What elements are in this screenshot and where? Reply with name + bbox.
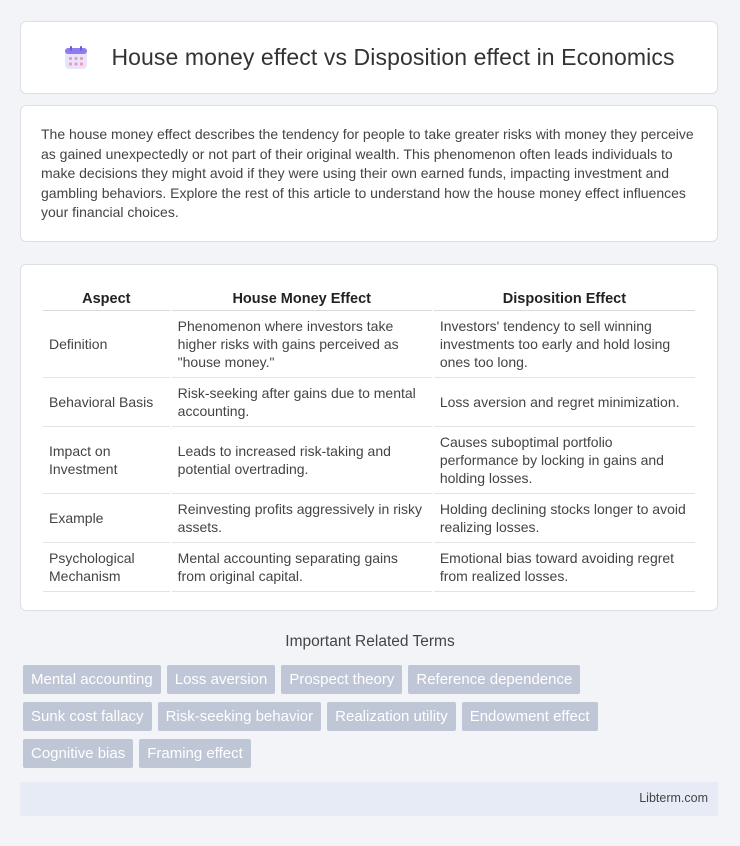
table-cell: Impact on Investment	[43, 427, 170, 494]
intro-card	[20, 105, 718, 242]
table-cell: Risk-seeking after gains due to mental accounting.	[172, 378, 432, 427]
related-terms-list	[23, 665, 723, 776]
table-row	[43, 427, 695, 494]
column-header: House Money Effect	[172, 285, 432, 311]
footer-site-link[interactable]: Libterm.com	[639, 791, 708, 805]
footer	[20, 782, 718, 816]
table-cell: Psychological Mechanism	[43, 543, 170, 592]
table-cell: Causes suboptimal portfolio performance by locking in gains and holding losses.	[434, 427, 695, 494]
page-title: House money effect vs Disposition effect in Economics	[111, 44, 675, 70]
related-term-tag[interactable]: Sunk cost fallacy	[23, 702, 152, 731]
related-term-tag[interactable]: Risk-seeking behavior	[158, 702, 322, 731]
table-cell: Definition	[43, 311, 170, 378]
table-cell: Example	[43, 494, 170, 543]
calendar-icon	[63, 45, 89, 71]
column-header: Disposition Effect	[434, 285, 695, 311]
related-term-tag[interactable]: Realization utility	[327, 702, 456, 731]
comparison-card	[20, 264, 718, 611]
header-card	[20, 21, 718, 94]
table-cell: Mental accounting separating gains from original capital.	[172, 543, 432, 592]
table-cell: Holding declining stocks longer to avoid realizing losses.	[434, 494, 695, 543]
related-term-tag[interactable]: Mental accounting	[23, 665, 161, 694]
related-terms-title: Important Related Terms	[285, 633, 455, 650]
related-term-tag[interactable]: Endowment effect	[462, 702, 598, 731]
related-term-tag[interactable]: Framing effect	[139, 739, 251, 768]
table-cell: Investors' tendency to sell winning investments too early and hold losing ones too long.	[434, 311, 695, 378]
related-term-tag[interactable]: Reference dependence	[408, 665, 580, 694]
related-term-tag[interactable]: Cognitive bias	[23, 739, 133, 768]
intro-text: The house money effect describes the tendency for people to take greater risks with money they perceive as gained unexpectedly or not part of their original wealth. This phenomenon often leads individuals to make decisions they might avoid if they were using their own earned funds, impacting investment and gambling behaviors. Explore the rest of this article to understand how the house money effect influences your financial choices.	[41, 126, 694, 221]
table-row	[43, 311, 695, 378]
table-cell: Reinvesting profits aggressively in risky assets.	[172, 494, 432, 543]
table-cell: Emotional bias toward avoiding regret from realized losses.	[434, 543, 695, 592]
table-row	[43, 378, 695, 427]
related-term-tag[interactable]: Prospect theory	[281, 665, 402, 694]
comparison-table	[41, 285, 697, 592]
table-cell: Loss aversion and regret minimization.	[434, 378, 695, 427]
table-cell: Phenomenon where investors take higher risks with gains perceived as "house money."	[172, 311, 432, 378]
table-row	[43, 543, 695, 592]
table-cell: Leads to increased risk-taking and potential overtrading.	[172, 427, 432, 494]
column-header: Aspect	[43, 285, 170, 311]
table-cell: Behavioral Basis	[43, 378, 170, 427]
table-header-row	[43, 285, 695, 311]
table-row	[43, 494, 695, 543]
related-term-tag[interactable]: Loss aversion	[167, 665, 276, 694]
